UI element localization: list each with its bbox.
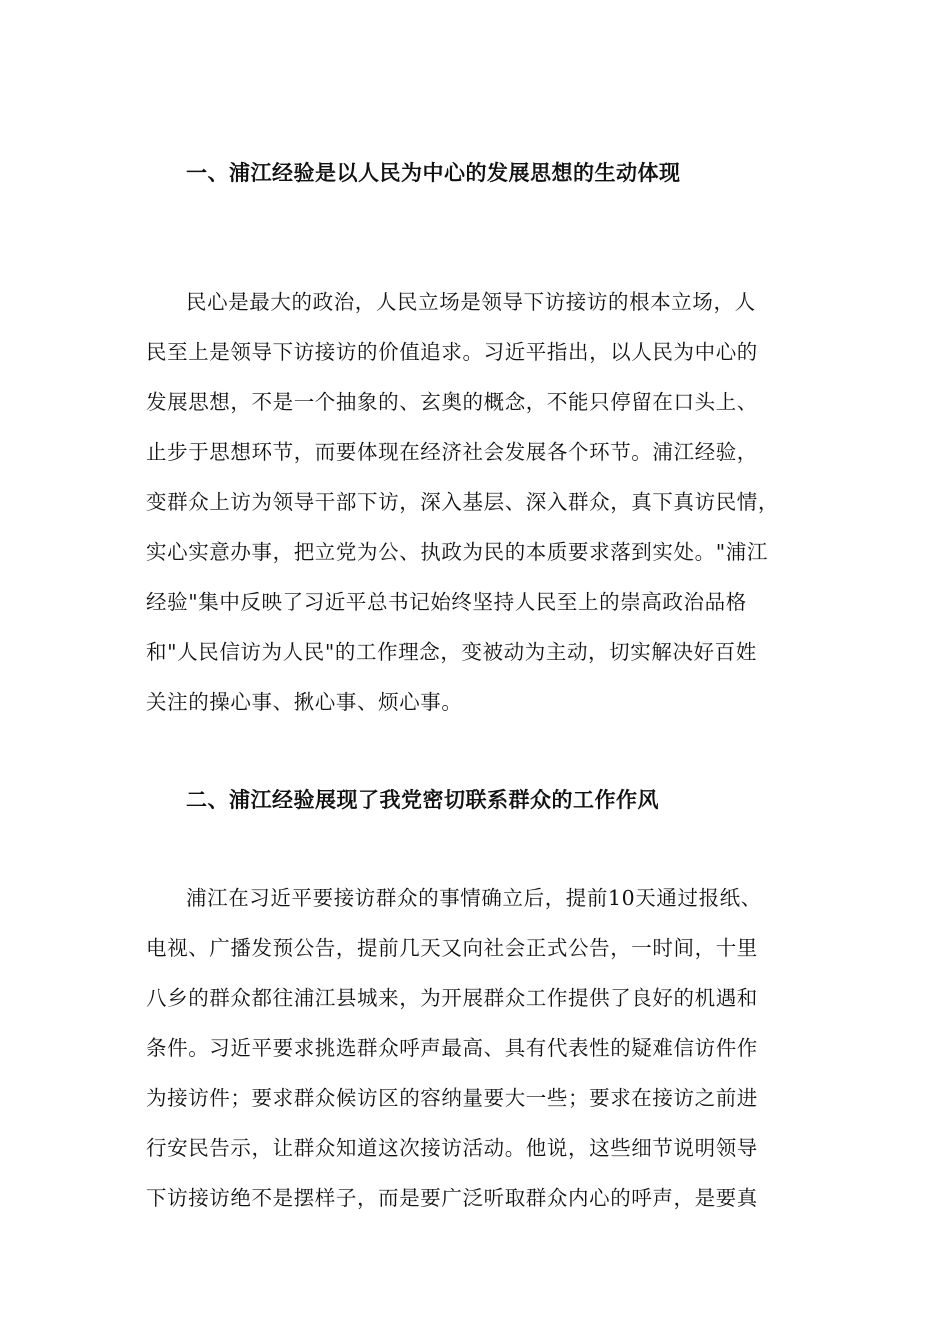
section-1-heading: 一、浦江经验是以人民为中心的发展思想的生动体现 <box>186 160 681 185</box>
paragraph-line: 行安民告示，让群众知道这次接访活动。他说，这些细节说明领导 <box>146 1136 758 1160</box>
paragraph-line: 下访接访绝不是摆样子，而是要广泛听取群众内心的呼声，是要真 <box>146 1186 758 1210</box>
paragraph-line: 发展思想，不是一个抽象的、玄奥的概念，不能只停留在口头上、 <box>146 390 758 414</box>
paragraph-line: 浦江在习近平要接访群众的事情确立后，提前10天通过报纸、 <box>186 886 762 910</box>
paragraph-line: 止步于思想环节，而要体现在经济社会发展各个环节。浦江经验， <box>146 440 758 464</box>
section-2-heading: 二、浦江经验展现了我党密切联系群众的工作作风 <box>186 787 659 812</box>
paragraph-line: 民心是最大的政治，人民立场是领导下访接访的根本立场，人 <box>186 290 756 314</box>
section-1-paragraph <box>146 277 816 727</box>
paragraph-line: 经验"集中反映了习近平总书记始终坚持人民至上的崇高政治品格 <box>146 590 747 614</box>
paragraph-line: 关注的操心事、揪心事、烦心事。 <box>146 690 463 714</box>
paragraph-line: 实心实意办事，把立党为公、执政为民的本质要求落到实处。"浦江 <box>146 540 768 564</box>
paragraph-line: 民至上是领导下访接访的价值追求。习近平指出，以人民为中心的 <box>146 340 758 364</box>
paragraph-line: 变群众上访为领导干部下访，深入基层、深入群众，真下真访民情， <box>146 490 779 514</box>
paragraph-line: 为接访件；要求群众候访区的容纳量要大一些；要求在接访之前进 <box>146 1086 758 1110</box>
paragraph-line: 电视、广播发预公告，提前几天又向社会正式公告，一时间，十里 <box>146 936 758 960</box>
paragraph-line: 八乡的群众都往浦江县城来，为开展群众工作提供了良好的机遇和 <box>146 986 758 1010</box>
paragraph-line: 和"人民信访为人民"的工作理念，变被动为主动，切实解决好百姓 <box>146 640 757 664</box>
section-2-paragraph <box>146 873 816 1223</box>
paragraph-line: 条件。习近平要求挑选群众呼声最高、具有代表性的疑难信访件作 <box>146 1036 758 1060</box>
